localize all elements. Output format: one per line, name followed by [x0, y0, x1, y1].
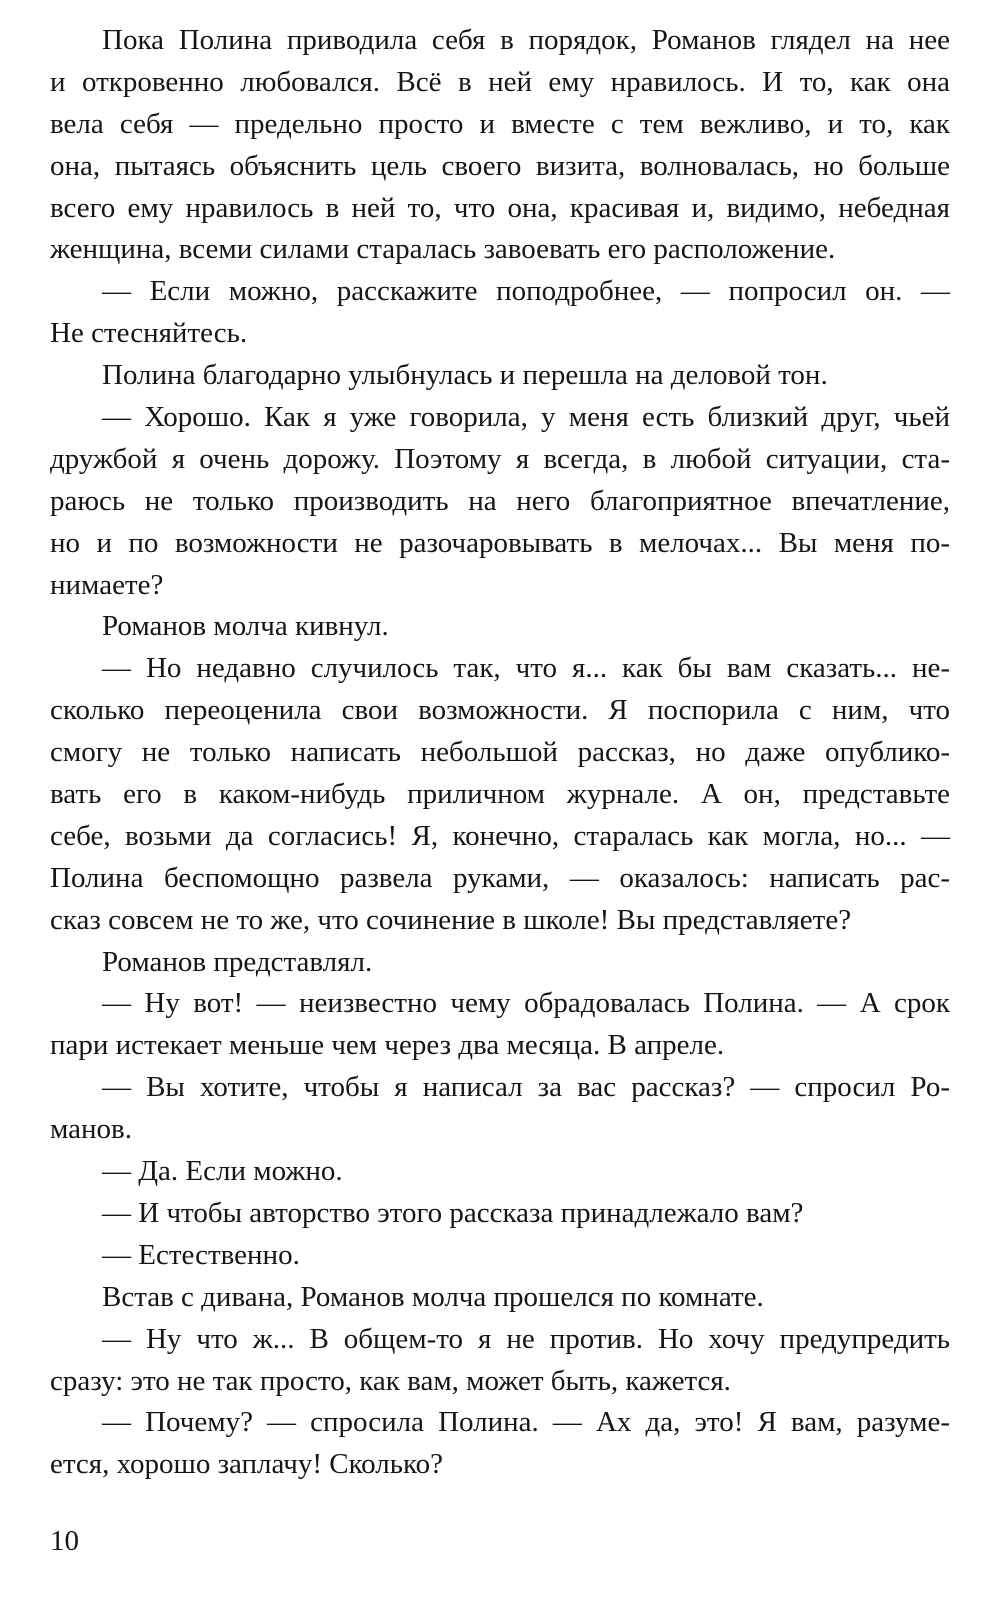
text-line: — Да. Если можно. [102, 1155, 343, 1188]
book-page-text [50, 20, 950, 1486]
text-line: Встав с дивана, Романов молча прошелся по комнате. [102, 1280, 764, 1313]
text-line: себе, возьми да согласись! Я, конечно, старалась как могла, но... — [50, 819, 950, 852]
text-line: Не стесняйтесь. [50, 317, 248, 350]
text-line: — Но недавно случилось так, что я... как бы вам сказать... не- [102, 652, 950, 685]
text-line: — Если можно, расскажите поподробнее, — попросил он. — [102, 275, 950, 308]
text-line: всего ему нравилось в ней то, что она, красивая и, видимо, небедная [50, 191, 950, 224]
text-line: — Вы хотите, чтобы я написал за вас рассказ? — спросил Ро- [102, 1071, 950, 1104]
text-line: — Почему? — спросила Полина. — Ах да, это! Я вам, разуме- [102, 1406, 950, 1439]
text-line: ется, хорошо заплачу! Сколько? [50, 1448, 443, 1481]
page-number: 10 [50, 1525, 79, 1557]
text-line: смогу не только написать небольшой рассказ, но даже опублико- [50, 736, 950, 769]
text-line: — И чтобы авторство этого рассказа принадлежало вам? [102, 1196, 804, 1229]
text-line: вать его в каком-нибудь приличном журнале. А он, представьте [50, 778, 950, 811]
text-line: сколько переоценила свои возможности. Я поспорила с ним, что [50, 694, 950, 727]
text-line: нимаете? [50, 568, 164, 601]
text-line: вела себя — предельно просто и вместе с тем вежливо, и то, как [50, 107, 950, 140]
text-line: — Ну вот! — неизвестно чему обрадовалась Полина. — А срок [102, 987, 950, 1020]
text-line: Романов представлял. [102, 945, 373, 978]
text-line: дружбой я очень дорожу. Поэтому я всегда, в любой ситуации, ста- [50, 442, 950, 475]
text-line: пари истекает меньше чем через два месяца. В апреле. [50, 1029, 725, 1062]
text-line: женщина, всеми силами старалась завоевать его расположение. [50, 233, 836, 266]
text-line: — Естественно. [102, 1238, 300, 1271]
text-line: и откровенно любовался. Всё в ней ему нравилось. И то, как она [50, 65, 950, 98]
text-line: Полина беспомощно развела руками, — оказалось: написать рас- [50, 861, 950, 894]
text-line: Полина благодарно улыбнулась и перешла на деловой тон. [102, 359, 828, 392]
text-line: — Ну что ж... В общем-то я не против. Но хочу предупредить [102, 1322, 950, 1355]
text-line: сказ совсем не то же, что сочинение в школе! Вы представляете? [50, 903, 852, 936]
text-line: — Хорошо. Как я уже говорила, у меня есть близкий друг, чьей [102, 401, 950, 434]
text-line: Пока Полина приводила себя в порядок, Романов глядел на нее [102, 24, 950, 56]
text-line: она, пытаясь объяснить цель своего визита, волновалась, но больше [50, 149, 950, 182]
text-line: но и по возможности не разочаровывать в мелочах... Вы меня по- [50, 526, 950, 559]
text-line: сразу: это не так просто, как вам, может быть, кажется. [50, 1364, 731, 1397]
text-line: раюсь не только производить на него благоприятное впечатление, [50, 484, 950, 517]
text-line: манов. [50, 1113, 132, 1146]
text-line: Романов молча кивнул. [102, 610, 389, 643]
